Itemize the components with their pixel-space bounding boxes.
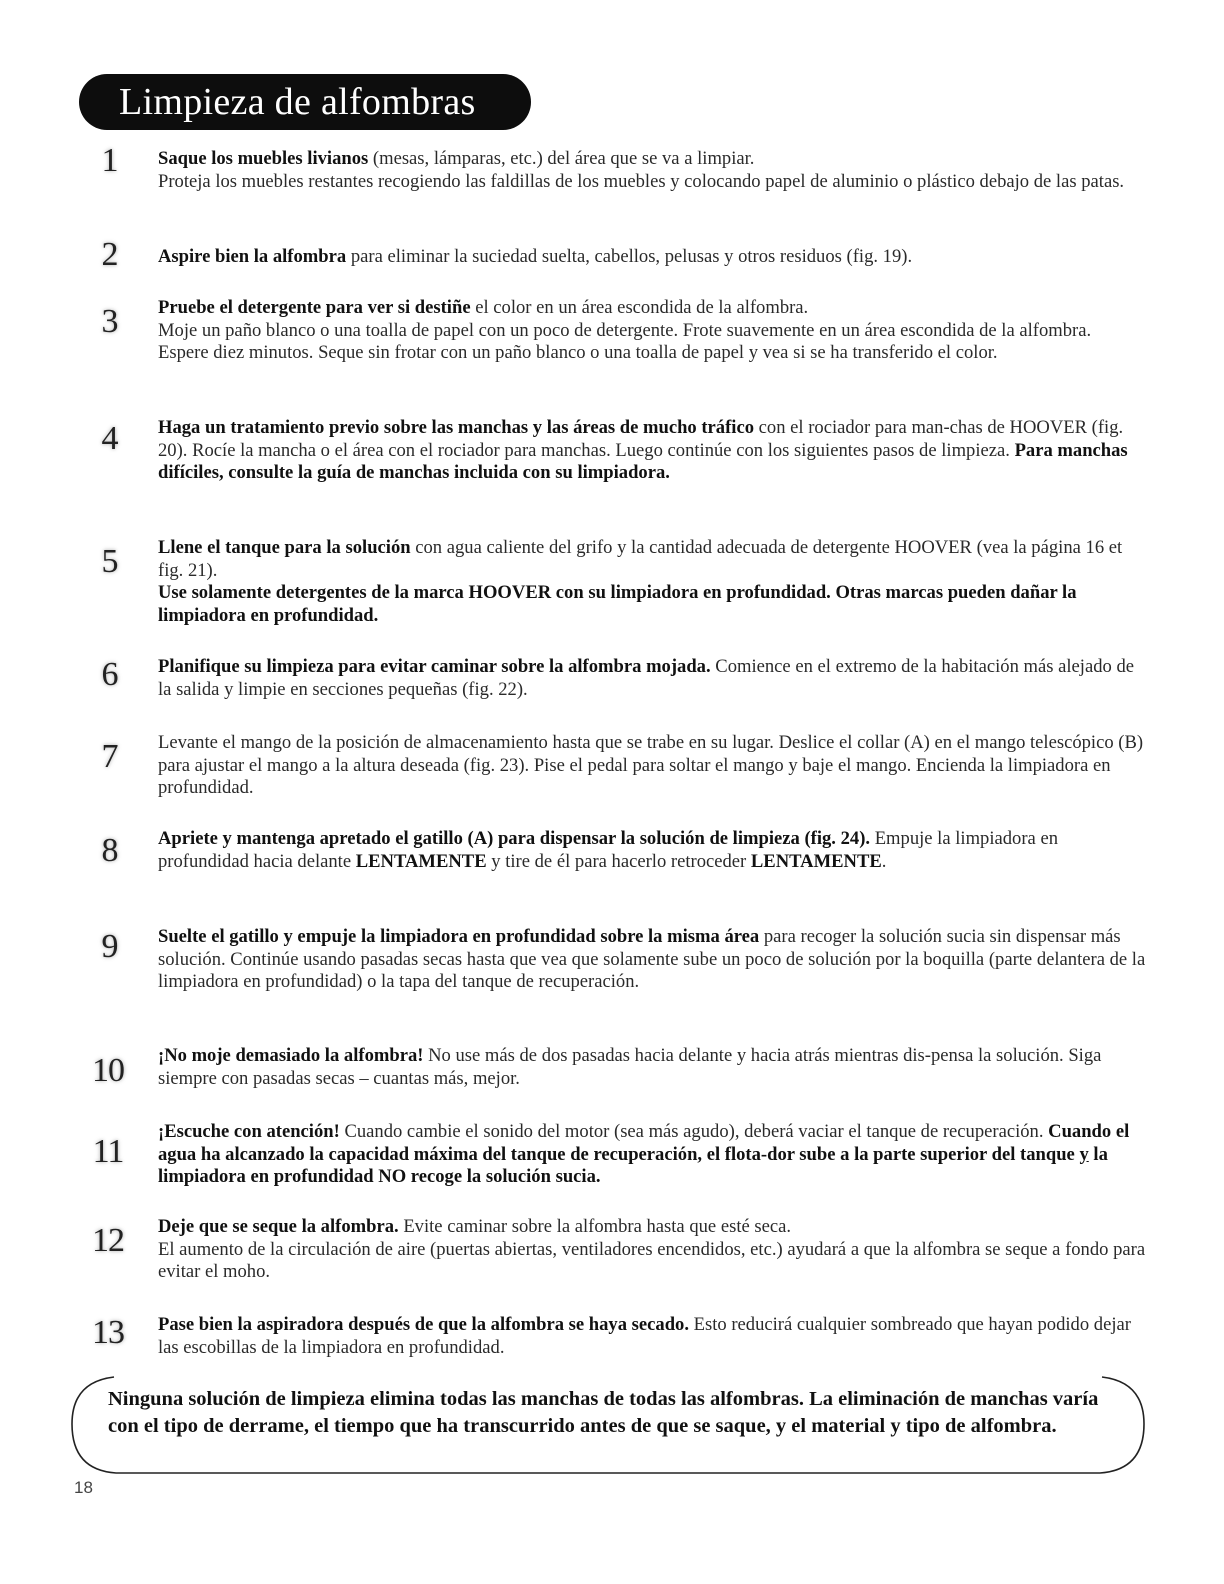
step-body-2: Proteja los muebles restantes recogiendo las faldillas de los muebles y colocando papel de aluminio o plástico debajo de las patas. xyxy=(158,170,1125,192)
step-number: 7 xyxy=(101,738,119,775)
step-number: 6 xyxy=(101,656,119,693)
step-body: No use más de dos pasadas hacia delante y hacia atrás mientras dis-pensa la solución. Siga siempre con pasadas secas – cuantas más, mejor. xyxy=(158,1045,1102,1089)
step-text xyxy=(158,537,1146,627)
step-heading: Pruebe el detergente para ver si destiñe xyxy=(158,297,471,318)
step-body-2: Moje un paño blanco o una toalla de papel con un poco de detergente. Frote suavemente en un área escondida de la alfombra. Espere diez minutos. Seque sin frotar con un paño blanco o una toalla de papel y vea si se ha transferido el color. xyxy=(158,319,1092,363)
step-text xyxy=(158,1216,1146,1284)
step-number: 13 xyxy=(92,1314,124,1351)
step-emphasis: LENTAMENTE xyxy=(355,850,487,872)
step-body: con agua caliente del grifo y la cantidad adecuada de detergente HOOVER (vea la página 16 et fig. 21). xyxy=(158,537,1123,581)
step-heading: Saque los muebles livianos xyxy=(158,148,369,169)
step-heading: ¡No moje demasiado la alfombra! xyxy=(158,1045,424,1066)
step-body: Comience en el extremo de la habitación más alejado de la salida y limpie en secciones pequeñas (fig. 22). xyxy=(158,656,1134,700)
step-text xyxy=(158,246,1146,269)
step-body-2: El aumento de la circulación de aire (puertas abiertas, ventiladores encendidos, etc.) ayudará a que la alfombra se seque a fondo para evitar el moho. xyxy=(158,1238,1146,1282)
step-text xyxy=(158,926,1146,994)
step-heading: Pase bien la aspiradora después de que la alfombra se haya secado. xyxy=(158,1314,689,1335)
step-heading: Deje que se seque la alfombra. xyxy=(158,1216,399,1237)
step-heading: Suelte el gatillo y empuje la limpiadora en profundidad sobre la misma área xyxy=(158,926,760,947)
step-body: (mesas, lámparas, etc.) del área que se va a limpiar. xyxy=(368,148,755,169)
step-body: Empuje la limpiadora en profundidad hacia delante xyxy=(158,828,1058,872)
step-number: 1 xyxy=(101,142,119,179)
step-text xyxy=(158,148,1146,193)
step-number: 2 xyxy=(101,236,119,273)
step-body-2: y tire de él para hacerlo retroceder xyxy=(486,850,751,872)
step-text xyxy=(158,732,1146,800)
step-number: 4 xyxy=(101,420,119,457)
step-body-3: . xyxy=(881,850,887,872)
note-text: Ninguna solución de limpieza elimina todas las manchas de todas las alfombras. La eliminación de manchas varía con el tipo de derrame, el tiempo que ha transcurrido antes de que se saque, y el material y tipo de alfombra. xyxy=(108,1388,1099,1437)
step-heading: ¡Escuche con atención! xyxy=(158,1121,340,1142)
step-body: Levante el mango de la posición de almacenamiento hasta que se trabe en su lugar. Deslice el collar (A) en el mango telescópico (B) para ajustar el mango a la altura deseada (fig. 23). Pise el pedal para soltar el mango y baje el mango. Encienda la limpiadora en profundidad. xyxy=(158,732,1144,798)
step-body: con el rociador para man-chas de HOOVER (fig. 20). Rocíe la mancha o el área con el rociador para manchas. Luego continúe con los siguientes pasos de limpieza. xyxy=(158,417,1124,461)
step-body: Esto reducirá cualquier sombreado que hayan podido dejar las escobillas de la limpiadora en profundidad. xyxy=(158,1314,1131,1358)
step-heading: Llene el tanque para la solución xyxy=(158,537,411,558)
step-number: 11 xyxy=(92,1133,124,1170)
step-text xyxy=(158,828,1146,873)
step-emphasis: Para manchas difíciles, consulte la guía de manchas incluida con su limpiadora. xyxy=(158,439,1128,483)
page-title: Limpieza de alfombras xyxy=(119,81,476,123)
step-text xyxy=(158,656,1146,701)
step-body: el color en un área escondida de la alfombra. xyxy=(470,297,809,318)
step-heading: Aspire bien la alfombra xyxy=(158,246,347,267)
step-heading: Haga un tratamiento previo sobre las manchas y las áreas de mucho tráfico xyxy=(158,417,755,438)
step-number: 12 xyxy=(92,1222,124,1259)
step-body: Evite caminar sobre la alfombra hasta que esté seca. xyxy=(398,1216,792,1237)
step-text xyxy=(158,1314,1146,1359)
step-heading: Apriete y mantenga apretado el gatillo (A) para dispensar la solución de limpieza (fig. 24). xyxy=(158,828,871,849)
step-underline: y xyxy=(1079,1143,1089,1165)
step-text xyxy=(158,1121,1146,1189)
step-text xyxy=(158,297,1146,365)
section-title-banner xyxy=(79,74,531,130)
step-text xyxy=(158,1045,1146,1090)
step-emphasis-2: LENTAMENTE xyxy=(750,850,882,872)
step-number: 9 xyxy=(101,928,119,965)
step-body: Cuando cambie el sonido del motor (sea más agudo), deberá vaciar el tanque de recuperación. xyxy=(339,1121,1049,1142)
step-emphasis-2: la limpiadora en profundidad NO recoge la solución sucia. xyxy=(158,1143,1108,1187)
step-number: 3 xyxy=(101,303,119,340)
step-text xyxy=(158,417,1146,485)
step-body: para eliminar la suciedad suelta, cabellos, pelusas y otros residuos (fig. 19). xyxy=(346,246,913,267)
step-number: 8 xyxy=(101,832,119,869)
page-number: 18 xyxy=(74,1478,93,1497)
step-heading: Planifique su limpieza para evitar caminar sobre la alfombra mojada. xyxy=(158,656,711,677)
step-emphasis: Use solamente detergentes de la marca HOOVER con su limpiadora en profundidad. Otras marcas pueden dañar la limpiadora en profundidad. xyxy=(158,582,1077,626)
step-body: para recoger la solución sucia sin dispensar más solución. Continúe usando pasadas secas hasta que vea que solamente sube un poco de solución por la boquilla (parte delantera de la limpiadora en profundidad) o la tapa del tanque de recuperación. xyxy=(158,926,1146,992)
step-number: 5 xyxy=(101,543,119,580)
step-emphasis: Cuando el agua ha alcanzado la capacidad máxima del tanque de recuperación, el flota-dor sube a la parte superior del tanque xyxy=(158,1121,1130,1165)
step-number: 10 xyxy=(92,1052,124,1089)
